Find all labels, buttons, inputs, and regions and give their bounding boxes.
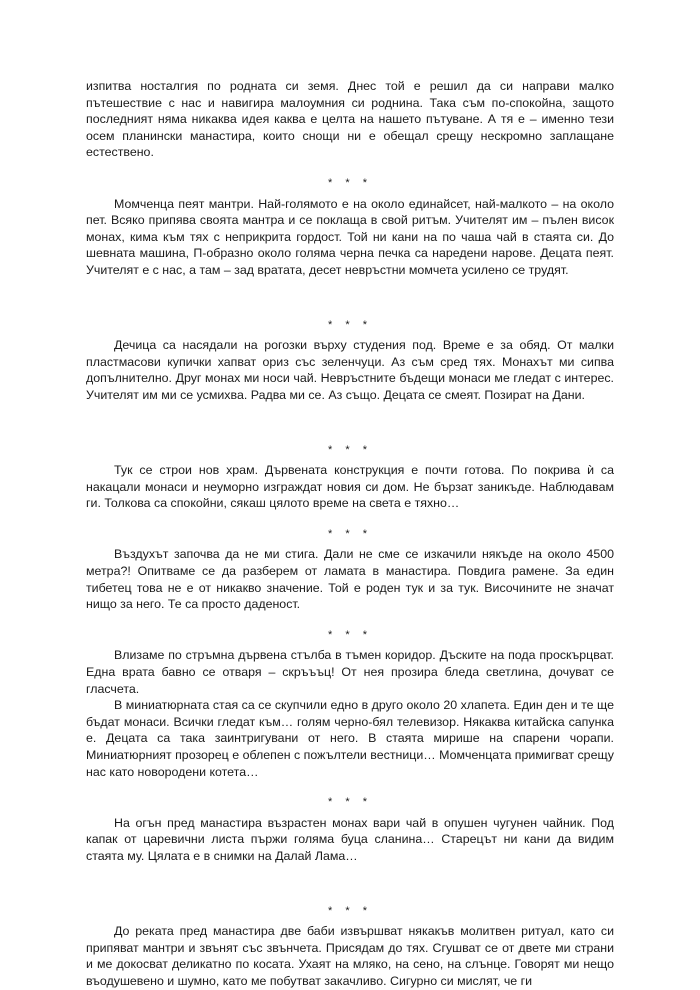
section-separator: * * * xyxy=(328,443,372,456)
section-separator: * * * xyxy=(328,628,372,641)
paragraph-lunch: Дечица са насядали на рогозки върху студения под. Време е за обяд. От малки пластмасови купички хапват ориз със зеленчуци. Аз съм сред тях. Монахът ми сипва допълнително. Друг монах ми носи чай. Невръстните бъдещи монаси ме гледат с интерес. Учителят им ми се усмихва. Радва ми се. Аз също. Децата се смеят. Позират на Дани. xyxy=(86,338,614,402)
paragraph-altitude: Въздухът започва да не ми стига. Дали не сме се изкачили някъде на около 4500 метра?! Опитваме се да разберем от ламата в манастира. Повдига рамене. За един тибетец това не е от никакво значение. Той е роден тук и за тук. Височините не значат нищо за него. Те са просто даденост. xyxy=(86,547,614,612)
section-separator: * * * xyxy=(328,176,372,189)
section-separator: * * * xyxy=(328,527,372,540)
section-separator: * * * xyxy=(328,796,372,809)
paragraph-tv-room: В миниатюрната стая са се скупчили едно в друго около 20 хлапета. Един ден и те ще бъдат монаси. Всички гледат към… голям черно-бял телевизор. Някаква китайска сапунка е. Децата са така заинтригувани от него. В стаята мирише на спарени чорапи. Миниатюрният прозорец е облепен с пожълтели вестници… Момченцата примигват срещу нас като новородени котета… xyxy=(86,698,614,779)
paragraph-temple: Тук се строи нов храм. Дървената конструкция е почти готова. По покрива ѝ са накацали монаси и неуморно изграждат новия си дом. Не бързат заникъде. Наблюдавам ги. Толкова са спокойни, сякаш цялото време на света е тяхно… xyxy=(86,463,614,511)
section-separator: * * * xyxy=(328,318,372,331)
paragraph-old-monk: На огън пред манастира възрастен монах вари чай в опушен чугунен чайник. Под капак от царевични листа пържи голяма буца сланина… Старецът ни кани да видим стаята му. Цялата е в снимки на Далай Лама… xyxy=(86,815,614,863)
paragraph-mantras: Момченца пеят мантри. Най-голямото е на около единайсет, най-малкото – на около пет. Всяко припява своята мантра и се поклаща в свой ритъм. Учителят им – пълен висок монах, кима към тях с неприкрита гордост. Той ни кани на по чаша чай в стаята си. До шевната машина, П-образно около голяма черна печка са наредени нарове. Децата пеят. Учителят е с нас, а там – зад вратата, десет невръстни момчета усилено се трудят. xyxy=(86,196,614,277)
section-separator: * * * xyxy=(328,904,372,917)
paragraph-corridor: Влизаме по стръмна дървена стълба в тъмен коридор. Дъските на пода проскърцват. Една врата бавно се отваря – скръъъц! От нея прозира бледа светлина, дочуват се гласчета. xyxy=(86,648,614,696)
paragraph-nostalgia: изпитва носталгия по родната си земя. Днес той е решил да си направи малко пътешествие с нас и навигира малоумния си роднина. Така съм по-спокойна, защото последният няма никаква идея каква е целта на нашето пътуване. А тя е – именно тези осем планински манастира, които снощи ни е обещал срещу нескромно заплащане естествено. xyxy=(86,79,614,160)
paragraph-grandmothers: До реката пред манастира две баби извършват някакъв молитвен ритуал, като си припяват мантри и звънят със звънчета. Присядам до тях. Сгушват се от двете ми страни и ме докосват деликатно по косата. Ухаят на мляко, на сено, на слънце. Говорят ми нещо въодушевено и шумно, като ме побутват закачливо. Сигурно си мислят, че ги xyxy=(86,924,614,988)
